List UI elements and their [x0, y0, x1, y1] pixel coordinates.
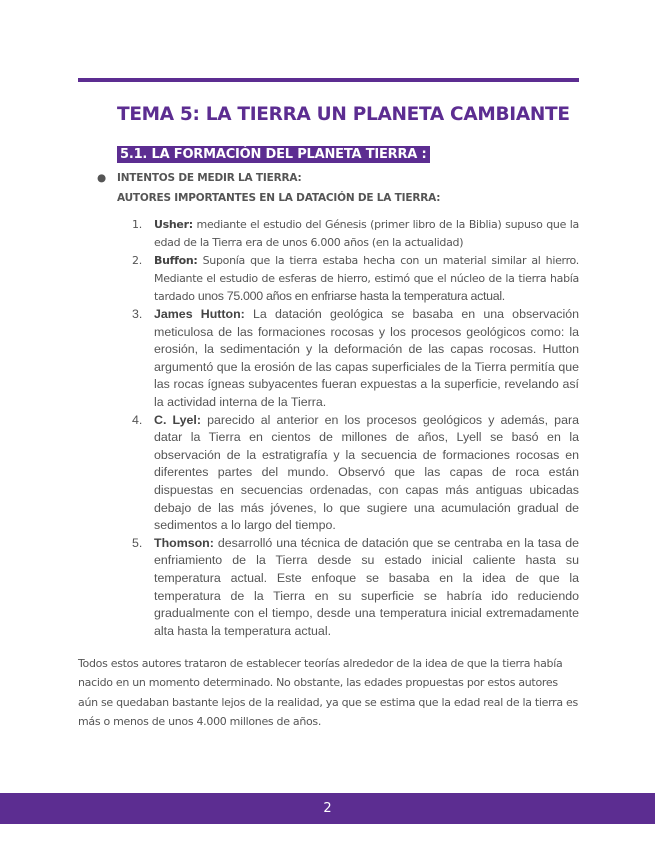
- author-description-tail: unos 75.000 años en enfriarse hasta la temperatura actual.: [197, 289, 505, 303]
- author-description: parecido al anterior en los procesos geológicos y además, para datar la Tierra en cientos de millones de años, Lyell se basó en la observación de la estratigrafía y la secuencia de formaciones rocosas en diferentes partes del mundo. Observó que las capas de roca están dispuestas en secuencias ordenadas, con capas más antiguas ubicadas debajo de las más jóvenes, lo que sugiere una acumulación gradual de sedimentos a lo largo del tiempo.: [154, 412, 579, 533]
- list-item-body: [154, 412, 579, 535]
- author-description: La datación geológica se basaba en una observación meticulosa de las formaciones rocosas y los procesos geológicos como: la erosión, la sedimentación y la deformación de las capas rocosas. Hutton argumentó que la erosión de las capas superficiales de la Tierra permitía que las rocas ígneas subyacentes fueran expuestas a la superficie, revelando así la actividad interna de la Tierra.: [154, 307, 579, 409]
- summary-paragraph: Todos estos autores trataron de establecer teorías alrededor de la idea de que la tierra había nacido en un momento determinado. No obstante, las edades propuestas por estos autores aún se quedaban bastante lejos de la realidad, ya que se estima que la edad real de la tierra es más o menos de unos 4.000 millones de años.: [78, 657, 578, 728]
- author-name: Usher:: [154, 218, 193, 231]
- author-name: James Hutton:: [154, 307, 245, 321]
- list-item-number: 3.: [132, 307, 143, 321]
- list-item: [132, 535, 579, 641]
- list-item: [132, 252, 579, 306]
- list-item-number: 5.: [132, 535, 143, 550]
- list-item: [132, 216, 579, 252]
- list-item-number: 2.: [132, 254, 142, 267]
- list-item-body: [154, 252, 579, 306]
- list-item: [132, 306, 579, 412]
- page-title: TEMA 5: LA TIERRA UN PLANETA CAMBIANTE: [117, 104, 570, 125]
- bullet-heading-row: [97, 172, 301, 184]
- section-heading: 5.1. LA FORMACIÓN DEL PLANETA TIERRA :: [117, 146, 430, 163]
- footer-bar: [0, 793, 655, 824]
- author-name: Thomson:: [154, 535, 214, 550]
- author-name: Buffon:: [154, 254, 198, 267]
- page-number: 2: [323, 801, 332, 816]
- list-item: [132, 412, 579, 535]
- authors-subheading: AUTORES IMPORTANTES EN LA DATACIÓN DE LA TIERRA:: [117, 192, 441, 204]
- list-item-body: [154, 306, 579, 412]
- top-rule: [78, 78, 579, 82]
- list-item-number: 1.: [132, 218, 142, 231]
- bullet-dot-icon: ●: [97, 172, 106, 184]
- list-item-body: [154, 216, 579, 252]
- author-description: mediante el estudio del Génesis (primer libro de la Biblia) supuso que la edad de la Tierra era de unos 6.000 años (en la actualidad): [154, 218, 579, 249]
- author-description: Suponía que la tierra estaba hecha con un material similar al hierro. Mediante el estudio de esferas de hierro, estimó que el núcleo de la tierra había tardado: [154, 254, 579, 303]
- list-item-body: [154, 535, 579, 641]
- author-description: desarrolló una técnica de datación que se centraba en la tasa de enfriamiento de la Tierra desde su estado inicial caliente hasta su temperatura actual. Este enfoque se basaba en la idea de que la temperatura de la Tierra en su superficie se habría ido reduciendo gradualmente con el tiempo, desde una temperatura inicial extremadamente alta hasta la temperatura actual.: [154, 535, 579, 638]
- author-name: C. Lyel:: [154, 412, 201, 427]
- bullet-heading: INTENTOS DE MEDIR LA TIERRA:: [117, 172, 302, 184]
- list-item-number: 4.: [132, 412, 143, 427]
- authors-list: [132, 216, 579, 640]
